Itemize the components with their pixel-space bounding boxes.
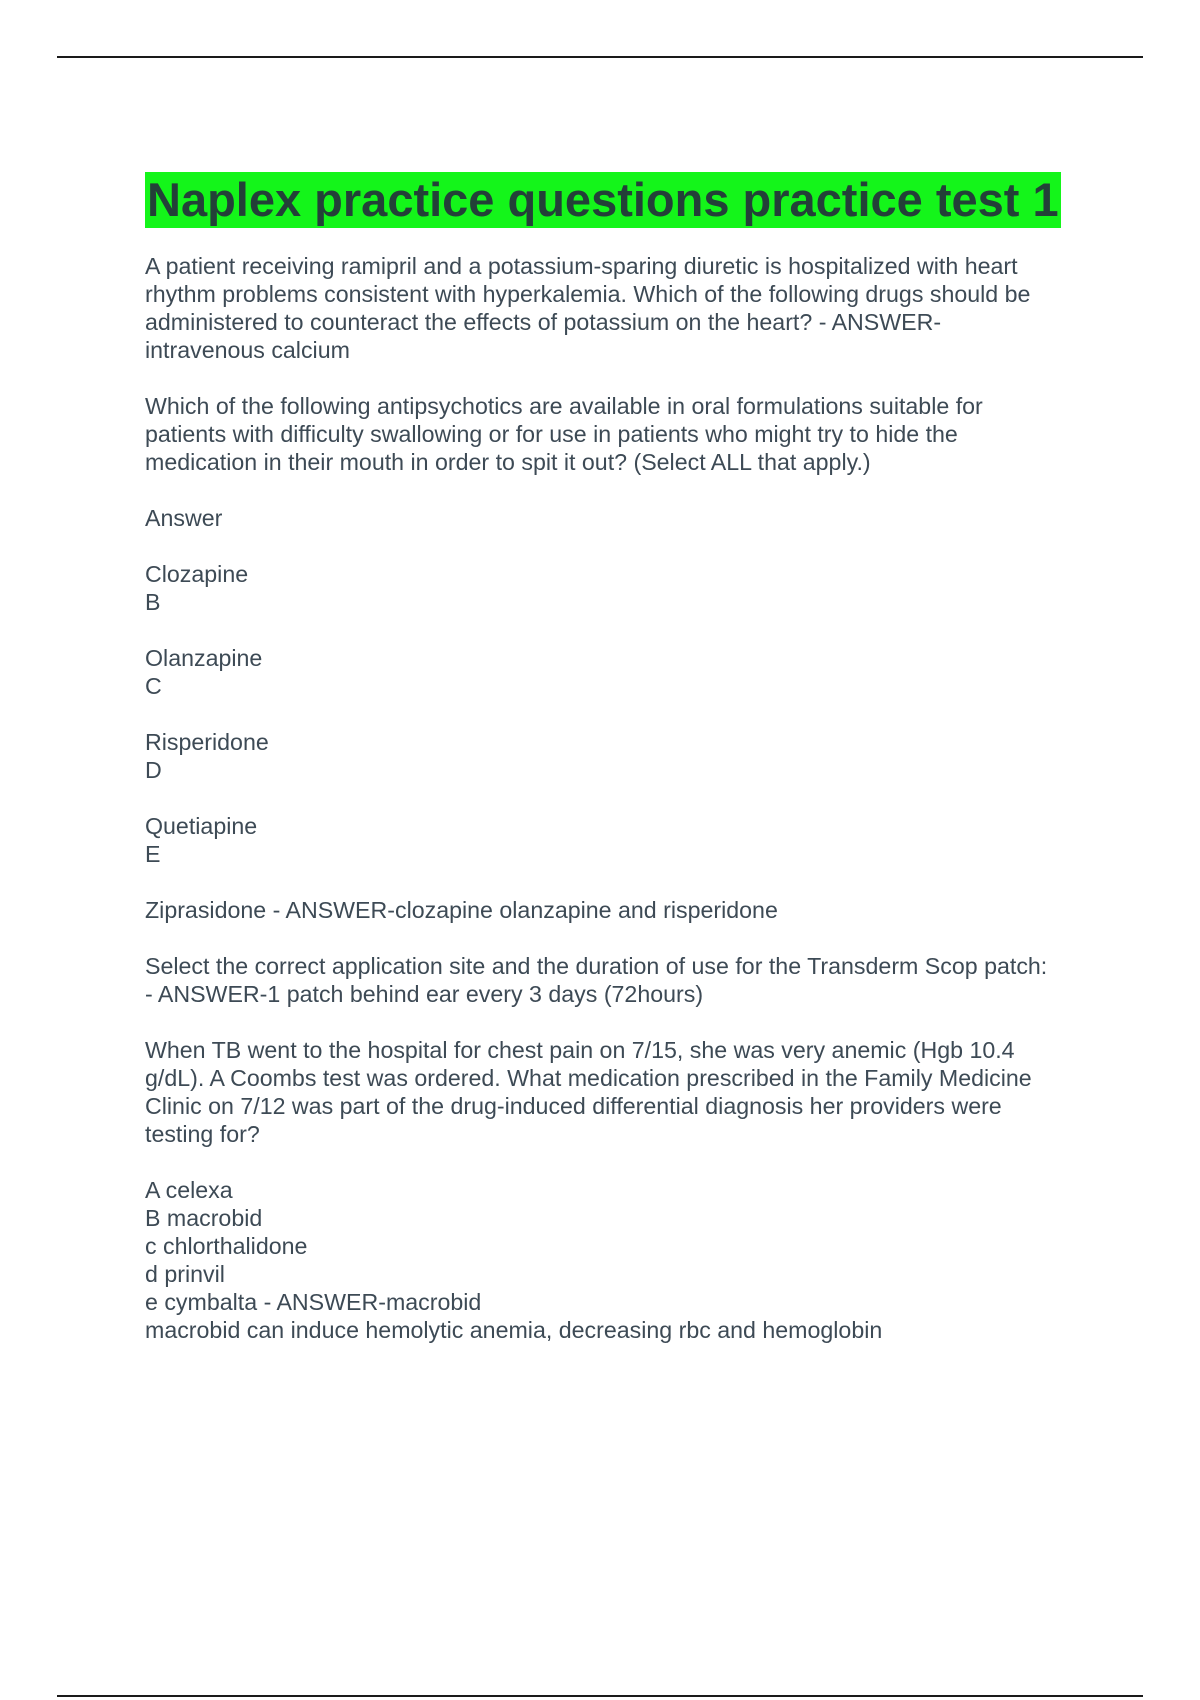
text-line: Quetiapine [145,813,258,839]
text-line: When TB went to the hospital for chest pain on 7/15, she was very anemic (Hgb 10.4 [145,1037,1015,1063]
text-line: C [145,673,162,699]
question-2 [145,392,1085,476]
text-line: Risperidone [145,729,269,755]
text-line: B [145,589,161,615]
option-olanzapine [145,644,1085,700]
text-line: Answer [145,505,223,531]
text-line: A patient receiving ramipril and a potassium-sparing diuretic is hospitalized with heart [145,253,1018,279]
text-line: D [145,757,162,783]
text-line: intravenous calcium [145,337,350,363]
text-line: Which of the following antipsychotics are available in oral formulations suitable for [145,393,983,419]
question-3 [145,952,1085,1008]
text-line: E [145,841,161,867]
text-line: Clozapine [145,561,249,587]
text-line: A celexa [145,1177,233,1203]
text-line: rhythm problems consistent with hyperkalemia. Which of the following drugs should be [145,281,1031,307]
question-4 [145,1036,1085,1148]
text-line: c chlorthalidone [145,1233,308,1259]
text-line: e cymbalta - ANSWER-macrobid [145,1289,482,1315]
option-quetiapine [145,812,1085,868]
text-line: macrobid can induce hemolytic anemia, decreasing rbc and hemoglobin [145,1317,883,1343]
text-line: medication in their mouth in order to spit it out? (Select ALL that apply.) [145,449,871,475]
text-line: B macrobid [145,1205,263,1231]
text-line: Ziprasidone - ANSWER-clozapine olanzapine and risperidone [145,897,778,923]
answer-2 [145,896,1085,924]
text-line: administered to counteract the effects of potassium on the heart? - ANSWER- [145,309,942,335]
text-line: g/dL). A Coombs test was ordered. What medication prescribed in the Family Medicine [145,1065,1032,1091]
text-line: Select the correct application site and the duration of use for the Transderm Scop patch: [145,953,1048,979]
question-4-options [145,1176,1085,1344]
top-rule [57,56,1143,58]
text-line: Clinic on 7/12 was part of the drug-induced differential diagnosis her providers were [145,1093,1002,1119]
document-body [145,172,1085,1344]
text-line: - ANSWER-1 patch behind ear every 3 days (72hours) [145,981,704,1007]
text-line: d prinvil [145,1261,225,1287]
text-line: Olanzapine [145,645,263,671]
bottom-rule [57,1695,1143,1697]
text-line: patients with difficulty swallowing or for use in patients who might try to hide the [145,421,958,447]
option-clozapine [145,560,1085,616]
option-risperidone [145,728,1085,784]
document-title: Naplex practice questions practice test 1 [147,173,1059,226]
text-line: testing for? [145,1121,260,1147]
question-1 [145,252,1085,364]
answer-label [145,504,1085,532]
